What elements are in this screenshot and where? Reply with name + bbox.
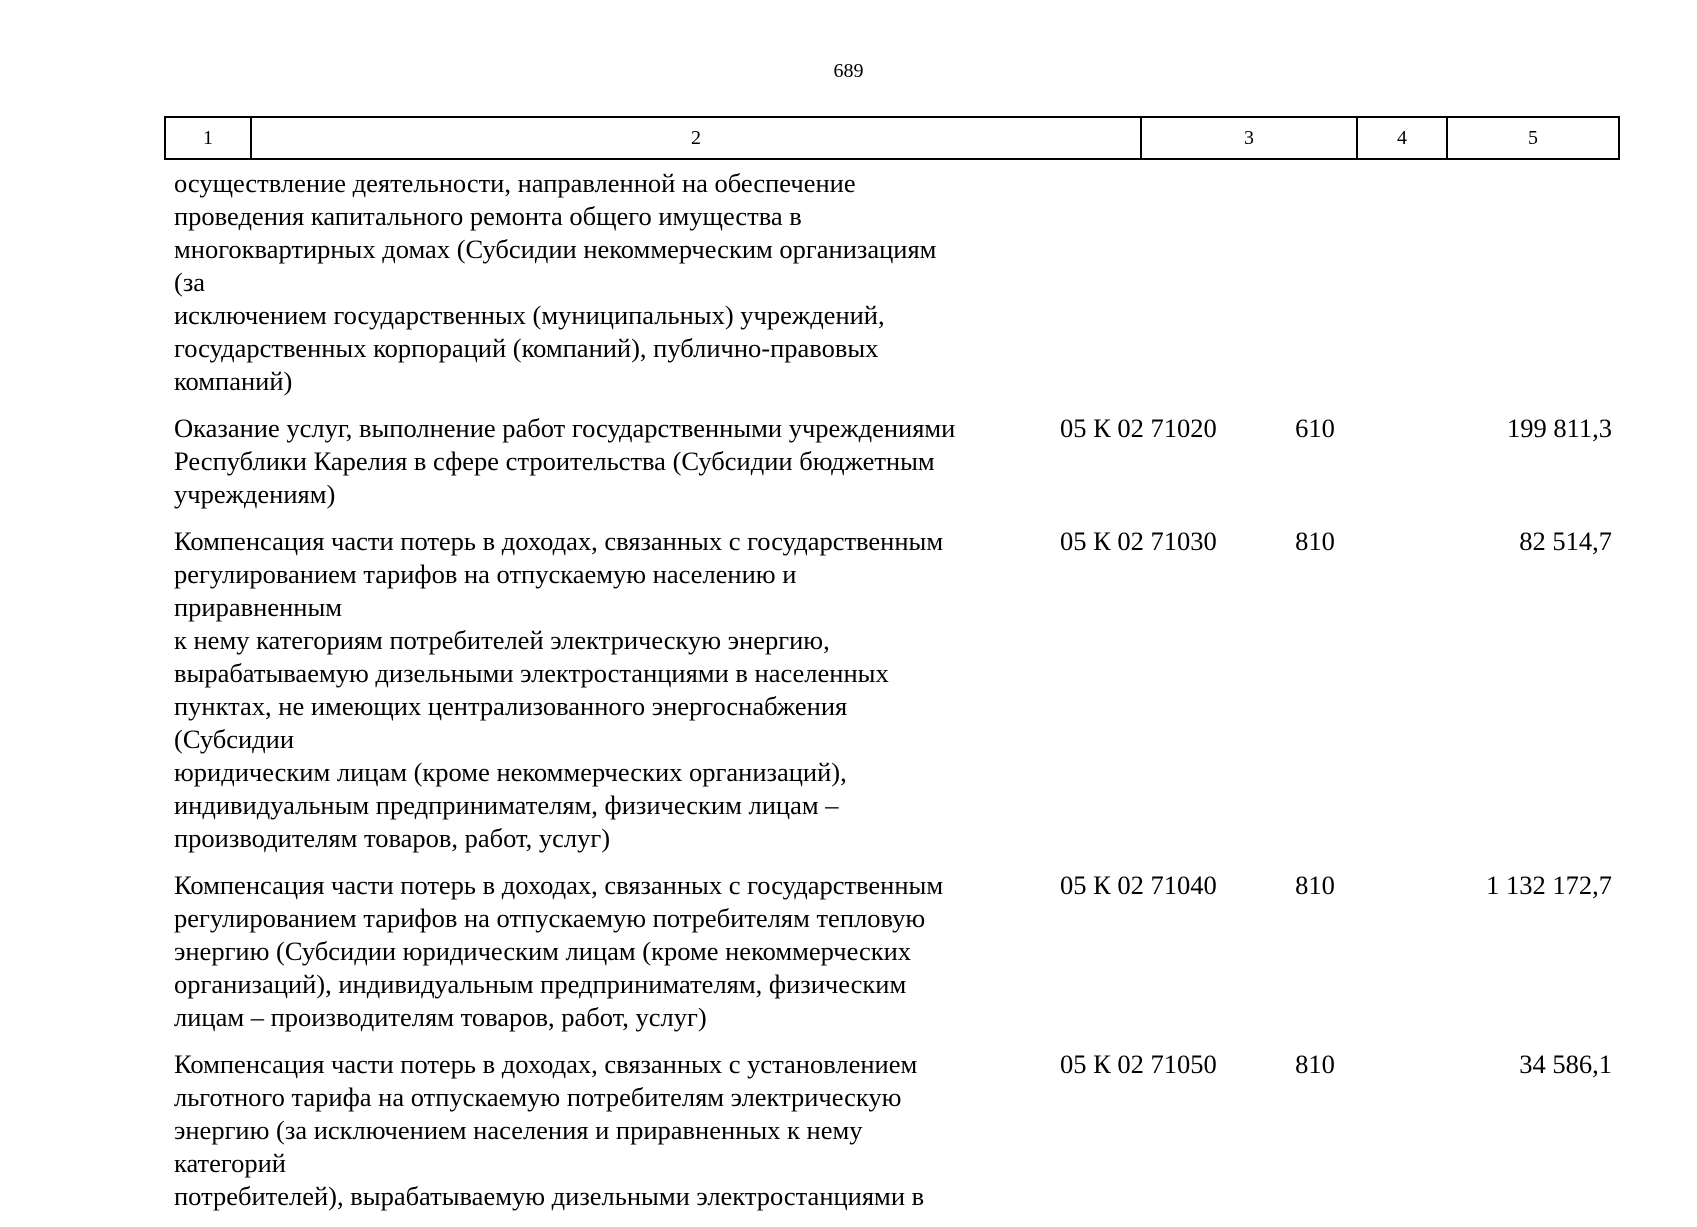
- row-code: 05 К 02 71040: [1060, 870, 1217, 900]
- row-description: Оказание услуг, выполнение работ государственными учреждениями Республики Карелия в сфере строительства (Субсидии бюджетным учреждениям): [174, 413, 956, 509]
- row-type: 810: [1295, 526, 1335, 556]
- header-col-5: 5: [1528, 126, 1538, 149]
- row-description: Компенсация части потерь в доходах, связанных с установлением льготного тарифа на отпускаемую потребителям электрическую энергию (за исключением населения и приравненных к нему категорий потребителей), вырабатываемую дизельными электростанциями в: [174, 1049, 925, 1211]
- header-col-2: 2: [252, 118, 1142, 158]
- row-code: 05 К 02 71050: [1060, 1049, 1217, 1079]
- header-col-4: 4: [1358, 118, 1448, 158]
- row-type: 810: [1295, 870, 1335, 900]
- row-code: [1054, 167, 1270, 398]
- table-header: [164, 116, 1620, 160]
- page-number: 689: [833, 60, 864, 82]
- row-amount: [1360, 167, 1620, 398]
- header-col-1: 1: [166, 118, 252, 158]
- row-description: Компенсация части потерь в доходах, связанных с государственным регулированием тарифов на отпускаемую потребителям тепловую энергию (Субсидии юридическим лицам (кроме некоммерческих организаций), индивидуальным предпринимателям, физическим лицам – производителям товаров, работ, услуг): [174, 870, 944, 1032]
- table-row: [164, 525, 1620, 855]
- header-col-3: 3: [1142, 118, 1358, 158]
- row-type: 810: [1295, 1049, 1335, 1079]
- table-row: [164, 869, 1620, 1034]
- row-type: [1270, 167, 1360, 398]
- row-type: 610: [1295, 413, 1335, 443]
- row-code: 05 К 02 71020: [1060, 413, 1217, 443]
- table-row: [164, 167, 1620, 398]
- row-code: 05 К 02 71030: [1060, 526, 1217, 556]
- row-description: осуществление деятельности, направленной на обеспечение проведения капитального ремонта общего имущества в многоквартирных домах (Субсидии некоммерческим организациям (за исключением государственных (муниципальных) учреждений, государственных корпораций (компаний), публично-правовых компаний): [174, 168, 937, 396]
- row-amount: 1 132 172,7: [1486, 870, 1612, 900]
- row-amount: 82 514,7: [1519, 526, 1612, 556]
- table-body: [164, 167, 1620, 1227]
- table-row: [164, 1048, 1620, 1213]
- row-amount: 199 811,3: [1506, 413, 1612, 443]
- row-description: Компенсация части потерь в доходах, связанных с государственным регулированием тарифов на отпускаемую населению и приравненным к нему категориям потребителей электрическую энергию, вырабатываемую дизельными электростанциями в населенных пунктах, не имеющих централизованного энергоснабжения (Субсидии юридическим лицам (кроме некоммерческих организаций), индивидуальным предпринимателям, физическим лицам – производителям товаров, работ, услуг): [174, 526, 944, 853]
- table-row: [164, 412, 1620, 511]
- row-amount: 34 586,1: [1519, 1049, 1612, 1079]
